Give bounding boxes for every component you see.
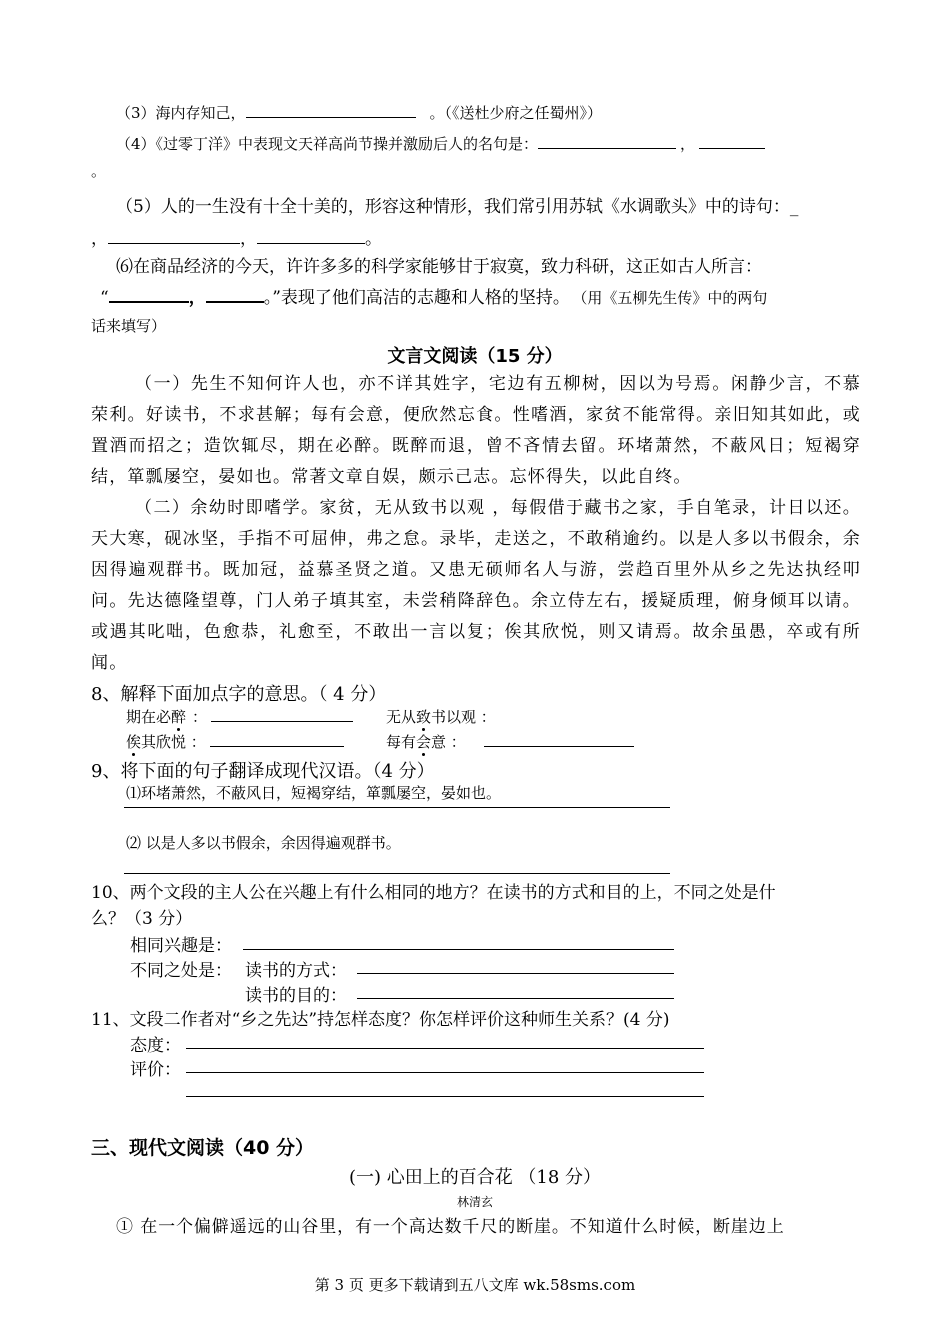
fill-q5-tail: _	[789, 197, 799, 217]
modern-author: 林清玄	[456, 1195, 493, 1209]
q8-item3-dotted-char: 俟	[126, 733, 142, 751]
answer-blank[interactable]	[246, 116, 416, 118]
fill-q6: ⑹在商品经济的今天，许许多多的科学家能够甘于寂寞，致力科研，这正如古人所言：	[116, 257, 762, 277]
q8-item4-text: 每有	[386, 733, 417, 751]
fill-q5-comma1: ，	[91, 229, 108, 249]
answer-blank[interactable]	[206, 300, 264, 303]
fill-q5-text: （5）人的一生没有十全十美的，形容这种情形，我们常引用苏轼《水调歌头》中的诗句：	[116, 197, 790, 217]
fill-q5-line2	[91, 224, 382, 249]
answer-line[interactable]	[186, 1096, 704, 1097]
q10-purpose-label: 读书的目的：	[245, 986, 347, 1006]
q10-title-1: 10、两个文段的主人公在兴趣上有什么相同的地方？在读书的方式和目的上，不同之处是什	[91, 883, 776, 903]
fill-q6-line2	[100, 283, 767, 308]
answer-blank[interactable]	[257, 242, 365, 244]
answer-line[interactable]	[124, 807, 670, 808]
q8-item1-dotted-char: 醉	[171, 708, 187, 726]
q8-item-2	[386, 706, 496, 727]
fill-q4	[116, 133, 765, 154]
q9-title: 9、将下面的句子翻译成现代汉语。（4 分）	[91, 761, 435, 782]
classical-heading: 文言文阅读（15 分）	[387, 346, 563, 367]
modern-section-title: 三、现代文阅读（40 分）	[91, 1137, 315, 1159]
classical-passage-1: （一）先生不知何许人也，亦不详其姓字，宅边有五柳树，因以为号焉。闲静少言，不慕荣利。好读书，不求甚解；每有会意，便欣然忘食。性嗜酒，家贫不能常得。亲旧知其如此，或置酒而招之；造饮辄尽，期在必醉。既醉而退，曾不吝情去留。环堵萧然，不蔽风日；短褐穿结，箪瓢屡空，晏如也。常著文章自娱，颇示己志。忘怀得失，以此自终。	[91, 374, 861, 487]
q10-same-label: 相同兴趣是：	[130, 936, 232, 956]
answer-line[interactable]	[243, 949, 674, 950]
q8-item4-rest: 意 ：	[431, 733, 466, 751]
fill-q6-close: 。”表现了他们高洁的志趣和人格的坚持。	[263, 288, 570, 308]
fill-q6-comma: ，	[188, 288, 206, 308]
answer-blank[interactable]	[484, 745, 634, 747]
q11-evaluation-label: 评价：	[130, 1060, 181, 1080]
q9-sentence-2: ⑵ 以是人多以书假余，余因得遍观群书。	[126, 834, 401, 852]
fill-q5-comma2: ，	[240, 229, 257, 249]
answer-blank[interactable]	[108, 242, 240, 244]
fill-q6-note: （用《五柳先生传》中的两句	[579, 289, 768, 307]
answer-line[interactable]	[357, 998, 674, 999]
fill-q5-end: 。	[365, 229, 382, 249]
answer-blank[interactable]	[210, 745, 344, 747]
classical-passage-2: （二）余幼时即嗜学。家贫，无从致书以观 ，每假借于藏书之家，手自笔录，计日以还。天大寒，砚冰坚，手指不可屈伸，弗之怠。录毕，走送之，不敢稍逾约。以是人多以书假余，余因得遍观群书。既加冠，益慕圣贤之道。又患无硕师名人与游，尝趋百里外从乡之先达执经叩问。先达德隆望尊，门人弟子填其室，未尝稍降辞色。余立侍左右，援疑质理，俯身倾耳以请。或遇其叱咄，色愈恭，礼愈至，不敢出一言以复；俟其欣悦，则又请焉。故余虽愚，卒或有所闻。	[91, 498, 861, 673]
q10-title-2: 么？（3 分）	[91, 909, 193, 929]
q8-item4-dotted-char: 会	[416, 733, 432, 751]
q8-item-4	[386, 731, 634, 752]
q8-title: 8、解释下面加点字的意思。（ 4 分）	[91, 684, 387, 705]
page-footer: 第 3 页 更多下载请到五八文库 wk.58sms.com	[314, 1276, 636, 1294]
q8-item-3	[126, 731, 344, 752]
answer-blank[interactable]	[538, 147, 676, 149]
q8-item2-dotted-char: 致	[416, 708, 432, 726]
modern-paragraph-1: ① 在一个偏僻遥远的山谷里，有一个高达数千尺的断崖。不知道什么时候，断崖边上	[116, 1217, 785, 1237]
fill-q6-note2: 话来填写）	[91, 317, 167, 335]
q9-sentence-1: ⑴环堵萧然，不蔽风日，短褐穿结，箪瓢屡空，晏如也。	[126, 784, 502, 802]
fill-q4-text: （4）《过零丁洋》中表现文天祥高尚节操并激励后人的名句是：	[116, 135, 539, 153]
q11-title: 11、文段二作者对“乡之先达”持怎样态度？你怎样评价这种师生关系？(4 分)	[91, 1010, 670, 1030]
q8-item2-text: 无从	[386, 708, 417, 726]
q8-item3-rest: 其欣悦 ：	[141, 733, 206, 751]
answer-line[interactable]	[357, 973, 674, 974]
modern-article-title: (一) 心田上的百合花 （18 分）	[348, 1167, 602, 1188]
answer-blank[interactable]	[211, 720, 353, 722]
q10-way-label: 读书的方式：	[245, 961, 347, 981]
q10-diff-label: 不同之处是：	[130, 961, 232, 981]
fill-q6-open-quote: “	[100, 288, 109, 308]
fill-q3	[116, 102, 602, 123]
q8-item2-rest: 书以观 ：	[431, 708, 496, 726]
fill-q3-suffix: 。（《送杜少府之任蜀州》）	[429, 104, 603, 122]
q8-item1-text: 期在必	[126, 708, 172, 726]
fill-q4-end: 。	[91, 162, 107, 180]
fill-q5	[116, 192, 798, 217]
answer-line[interactable]	[124, 873, 670, 874]
answer-blank[interactable]	[109, 300, 189, 303]
fill-q4-comma: ，	[680, 135, 696, 153]
fill-q3-prefix: （3）海内存知己，	[116, 104, 246, 122]
answer-line[interactable]	[186, 1048, 704, 1049]
q8-item-1	[126, 706, 353, 727]
q11-attitude-label: 态度：	[130, 1036, 181, 1056]
answer-line[interactable]	[186, 1072, 704, 1073]
answer-blank[interactable]	[699, 147, 765, 149]
q8-item1-colon: ：	[192, 708, 208, 726]
